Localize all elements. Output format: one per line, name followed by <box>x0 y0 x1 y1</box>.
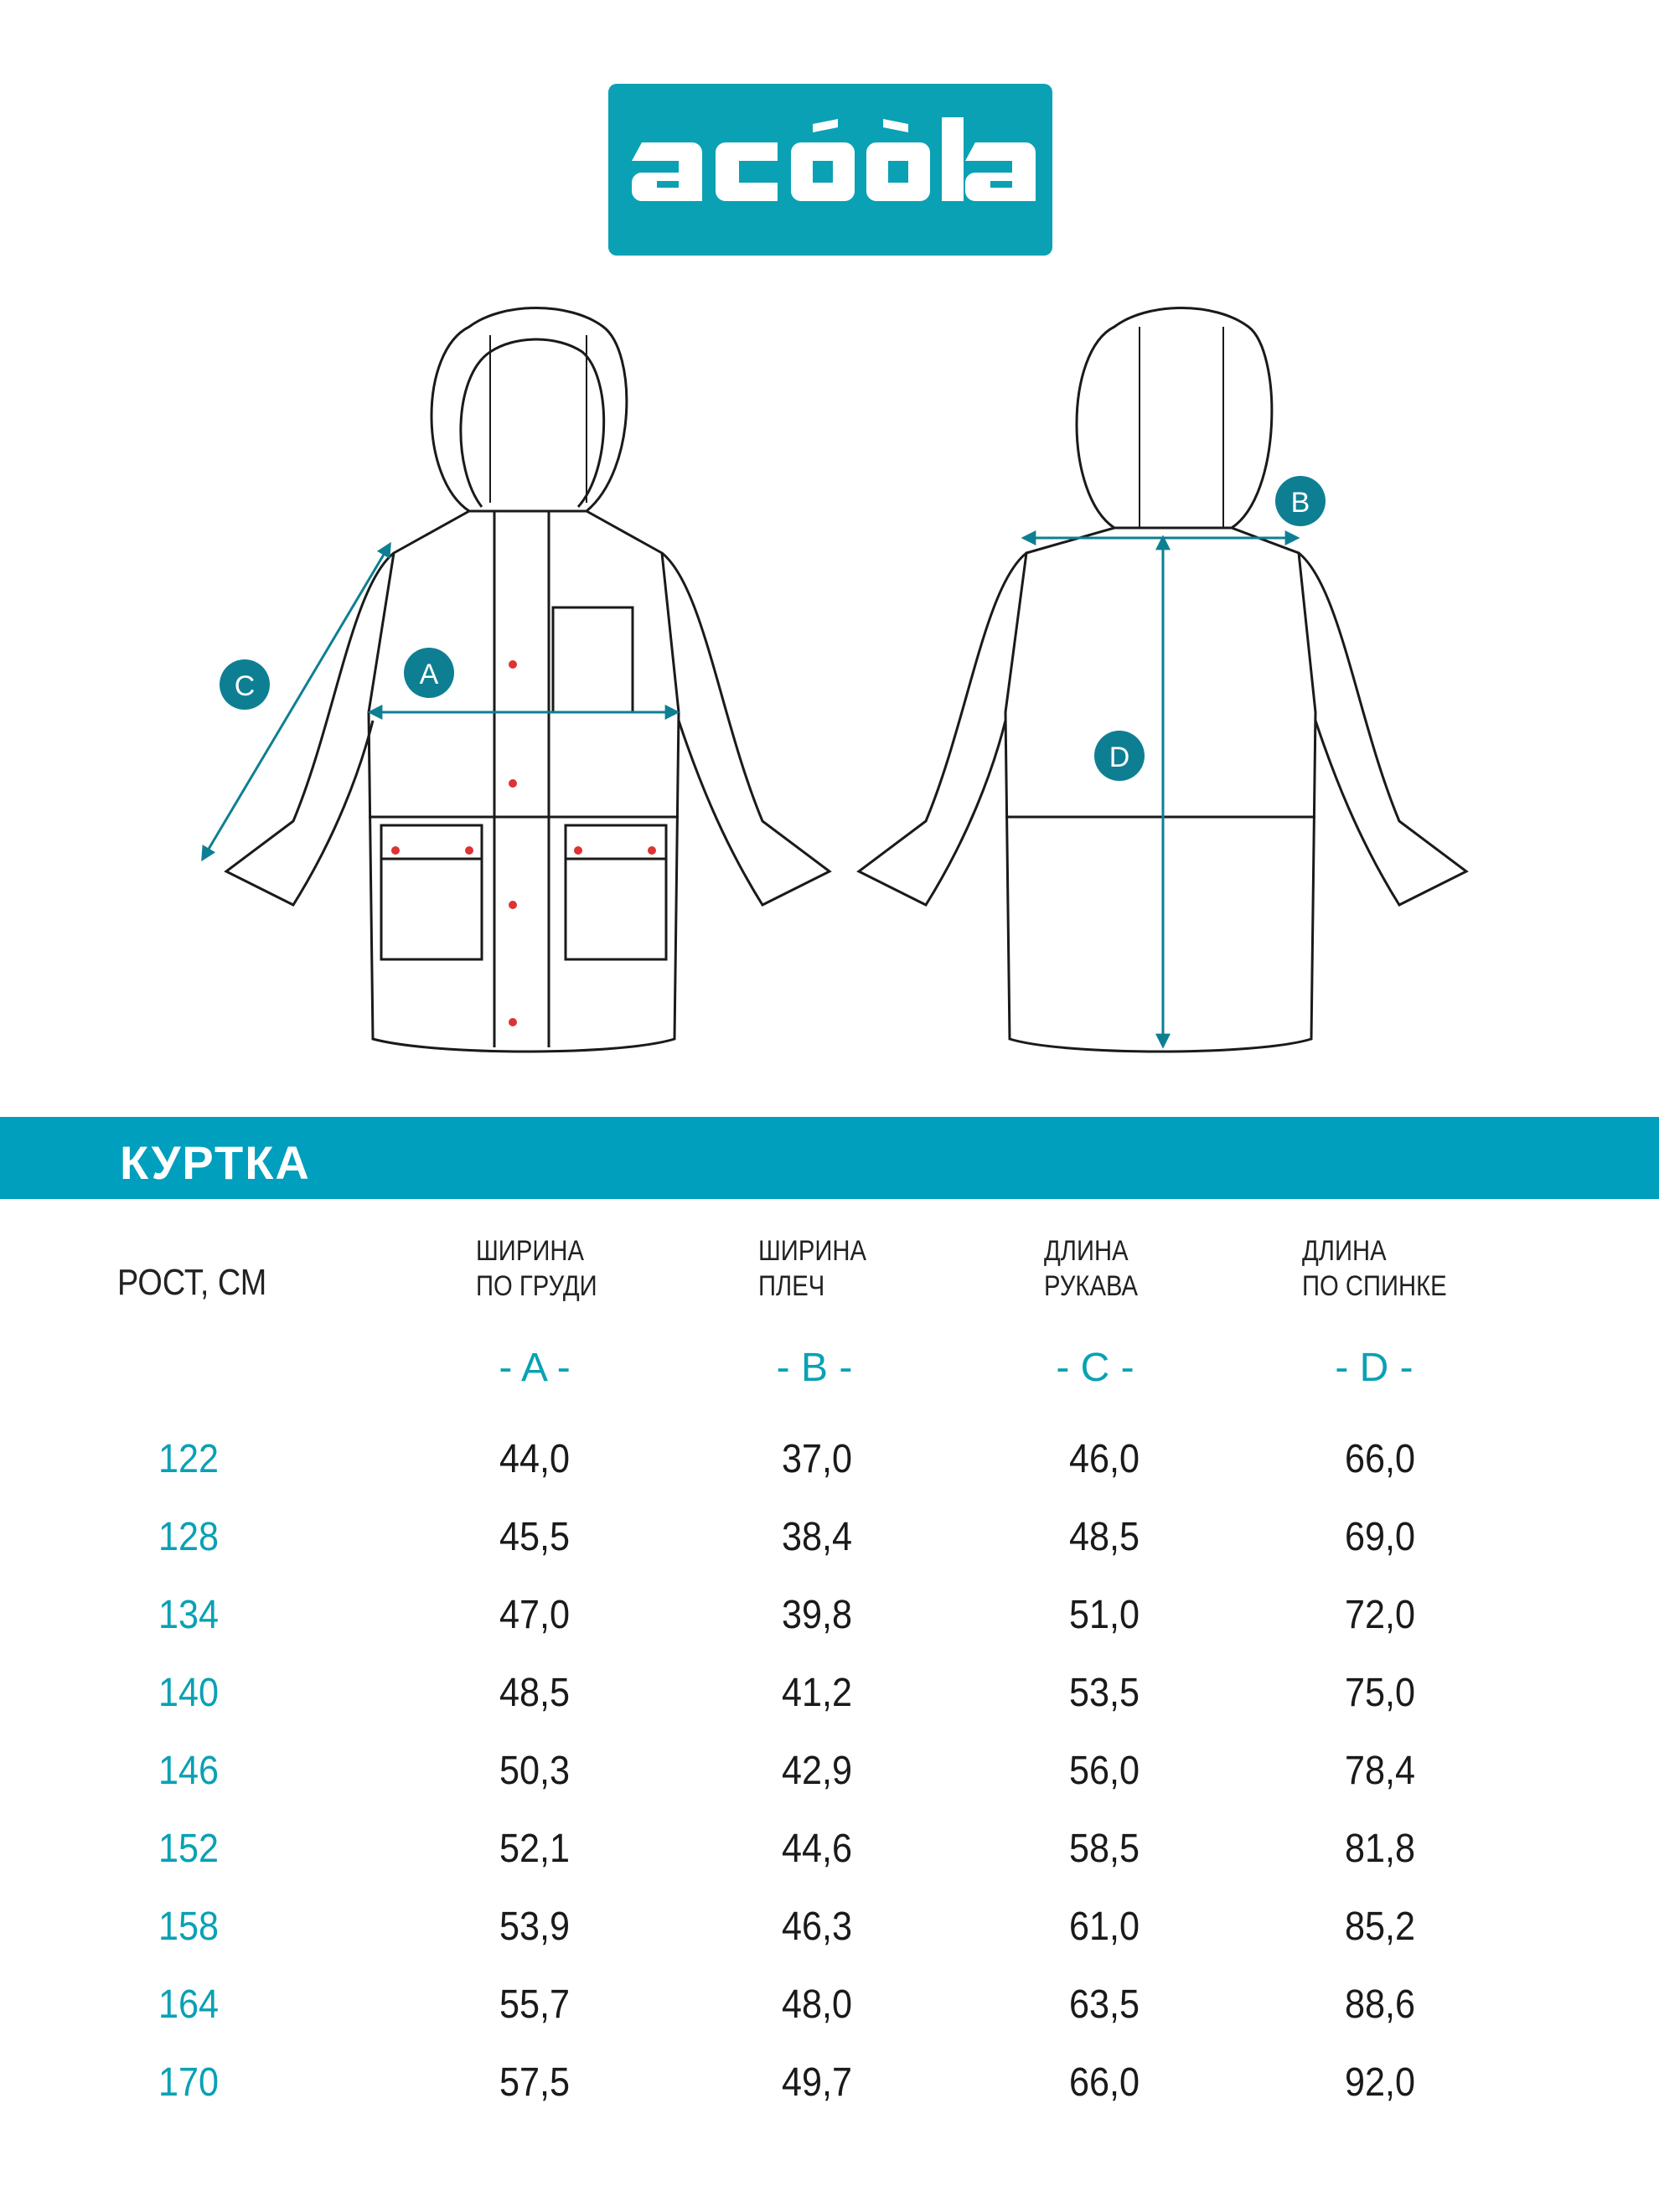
svg-text:C: C <box>234 670 256 702</box>
table-row: 158 53,9 46,3 61,0 85,2 <box>158 1904 1416 1949</box>
header-back-length: ДЛИНА ПО СПИНКЕ <box>1302 1235 1447 1302</box>
table-row: 152 52,1 44,6 58,5 81,8 <box>158 1827 1416 1871</box>
column-letter-d: - D - <box>1335 1346 1414 1390</box>
svg-text:B: B <box>1290 487 1310 519</box>
column-letter-c: - C - <box>1056 1346 1134 1390</box>
jacket-front <box>226 308 830 1052</box>
logo-wordmark-icon <box>608 84 1052 256</box>
svg-text:A: A <box>419 659 439 690</box>
jacket-technical-drawing <box>0 302 1659 1072</box>
marker-d-icon <box>1094 731 1145 781</box>
section-title: КУРТКА <box>120 1136 311 1189</box>
table-row: 146 50,3 42,9 56,0 78,4 <box>158 1749 1416 1793</box>
section-band <box>0 1117 1659 1199</box>
table-row: 134 47,0 39,8 51,0 72,0 <box>158 1593 1416 1637</box>
header-height: РОСТ, СМ <box>117 1262 267 1303</box>
column-letter-b: - B - <box>776 1346 853 1390</box>
table-row: 164 55,7 48,0 63,5 88,6 <box>158 1982 1416 2027</box>
table-row: 170 57,5 49,7 66,0 92,0 <box>158 2060 1416 2105</box>
marker-b-icon <box>1275 476 1326 526</box>
header-shoulder-width: ШИРИНА ПЛЕЧ <box>758 1235 866 1302</box>
marker-a-icon <box>404 648 454 698</box>
brand-logo <box>608 84 1052 256</box>
table-row: 122 44,0 37,0 46,0 66,0 <box>158 1437 1416 1481</box>
table-row: 140 48,5 41,2 53,5 75,0 <box>158 1671 1416 1715</box>
table-row: 128 45,5 38,4 48,5 69,0 <box>158 1515 1416 1559</box>
marker-c-icon <box>220 659 270 710</box>
header-chest-width: ШИРИНА ПО ГРУДИ <box>476 1235 597 1302</box>
column-letter-a: - A - <box>499 1346 571 1390</box>
svg-text:D: D <box>1109 742 1130 773</box>
snap-buttons <box>391 660 656 1026</box>
header-sleeve-length: ДЛИНА РУКАВА <box>1044 1235 1139 1302</box>
